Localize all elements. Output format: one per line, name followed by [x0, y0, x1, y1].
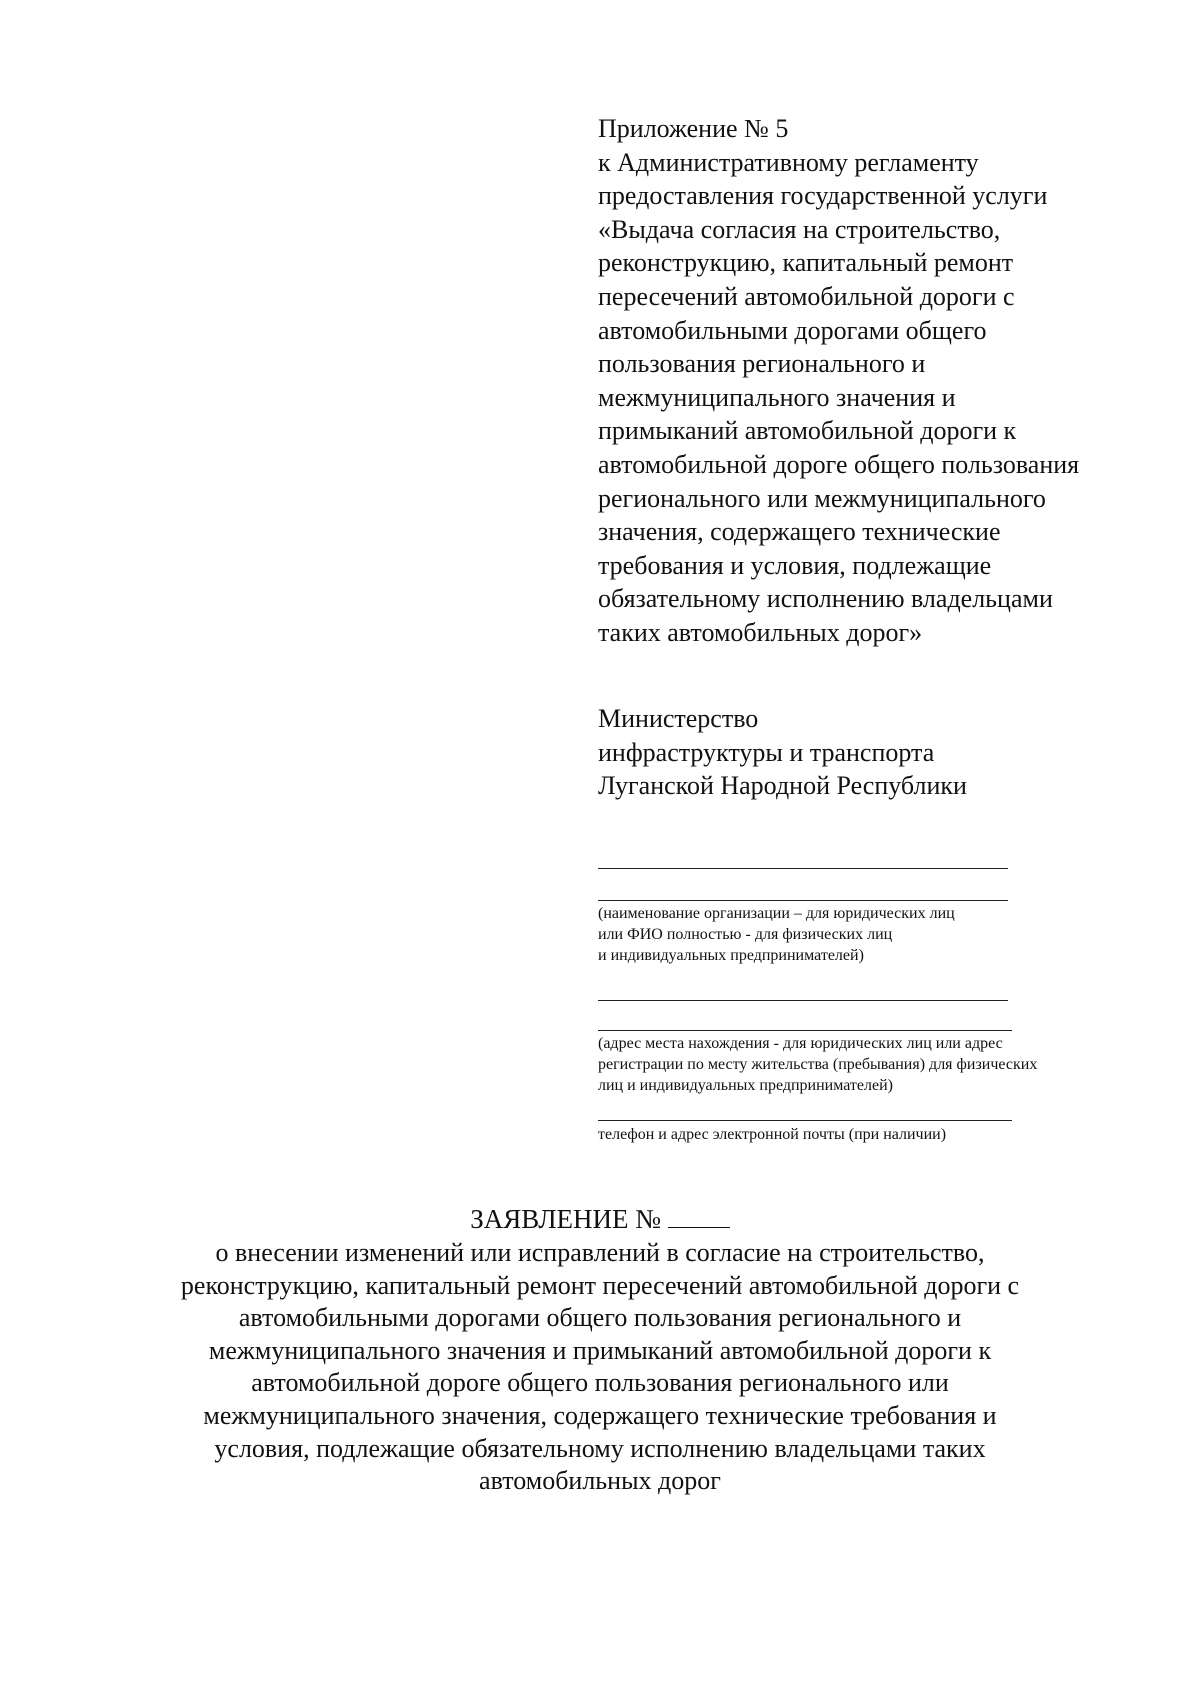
appendix-line: таких автомобильных дорог» [598, 617, 923, 647]
appendix-line: регионального или межмуниципального [598, 483, 1046, 513]
appendix-line: автомобильной дороге общего пользования [598, 449, 1080, 479]
statement-line: межмуниципального значения, содержащего технические требования и [203, 1400, 997, 1430]
applicant-contact-line[interactable] [598, 1120, 1012, 1121]
applicant-contact-caption: телефон и адрес электронной почты (при наличии) [598, 1126, 947, 1143]
statement-title-text: ЗАЯВЛЕНИЕ № [470, 1204, 662, 1234]
recipient-line: Луганской Народной Республики [598, 771, 967, 801]
statement-line: условия, подлежащие обязательному исполнению владельцами таких [214, 1433, 986, 1463]
appendix-line: значения, содержащего технические [598, 517, 1001, 547]
appendix-header [598, 112, 1158, 650]
statement-number-blank[interactable] [668, 1205, 730, 1228]
appendix-line: реконструкцию, капитальный ремонт [598, 248, 1014, 278]
caption-line: регистрации по месту жительства (пребывания) для физических [598, 1056, 1038, 1073]
statement-line: межмуниципального значения и примыканий автомобильной дороги к [208, 1335, 992, 1365]
appendix-line: пользования регионального и [598, 349, 926, 379]
caption-line: (адрес места нахождения - для юридических лиц или адрес [598, 1035, 1003, 1052]
statement-line: реконструкцию, капитальный ремонт пересечений автомобильной дороги с [180, 1270, 1020, 1300]
applicant-address-line-2[interactable] [598, 1030, 1012, 1031]
applicant-name-caption [598, 903, 955, 966]
recipient-block [598, 702, 1098, 803]
caption-line: (наименование организации – для юридических лиц [598, 905, 955, 922]
appendix-line: к Административному регламенту [598, 147, 979, 177]
appendix-line: обязательному исполнению владельцами [598, 584, 1053, 614]
appendix-line: автомобильными дорогами общего [598, 315, 987, 345]
statement-block [0, 1202, 1200, 1498]
appendix-line: Приложение № 5 [598, 114, 789, 143]
appendix-line: пересечений автомобильной дороги с [598, 281, 1015, 311]
appendix-line: требования и условия, подлежащие [598, 550, 992, 580]
caption-line: и индивидуальных предпринимателей) [598, 947, 864, 964]
appendix-line: «Выдача согласия на строительство, [598, 214, 1001, 244]
appendix-line: предоставления государственной услуги [598, 181, 1048, 211]
caption-line: лиц и индивидуальных предпринимателей) [598, 1077, 893, 1094]
appendix-line: примыканий автомобильной дороги к [598, 416, 1017, 446]
recipient-line: инфраструктуры и транспорта [598, 737, 935, 767]
statement-line: автомобильной дороге общего пользования регионального или [251, 1368, 949, 1398]
statement-title [0, 1202, 1200, 1237]
recipient-line: Министерство [598, 704, 759, 733]
statement-line: автомобильных дорог [479, 1466, 721, 1496]
appendix-line: межмуниципального значения и [598, 382, 956, 412]
applicant-name-line-1[interactable] [598, 868, 1008, 869]
statement-line: автомобильными дорогами общего пользования регионального и [238, 1303, 962, 1333]
applicant-address-caption [598, 1033, 1037, 1096]
applicant-name-line-2[interactable] [598, 900, 1008, 901]
applicant-address-line-1[interactable] [598, 1000, 1008, 1001]
caption-line: или ФИО полностью - для физических лиц [598, 926, 893, 943]
statement-line: о внесении изменений или исправлений в согласие на строительство, [215, 1238, 985, 1267]
